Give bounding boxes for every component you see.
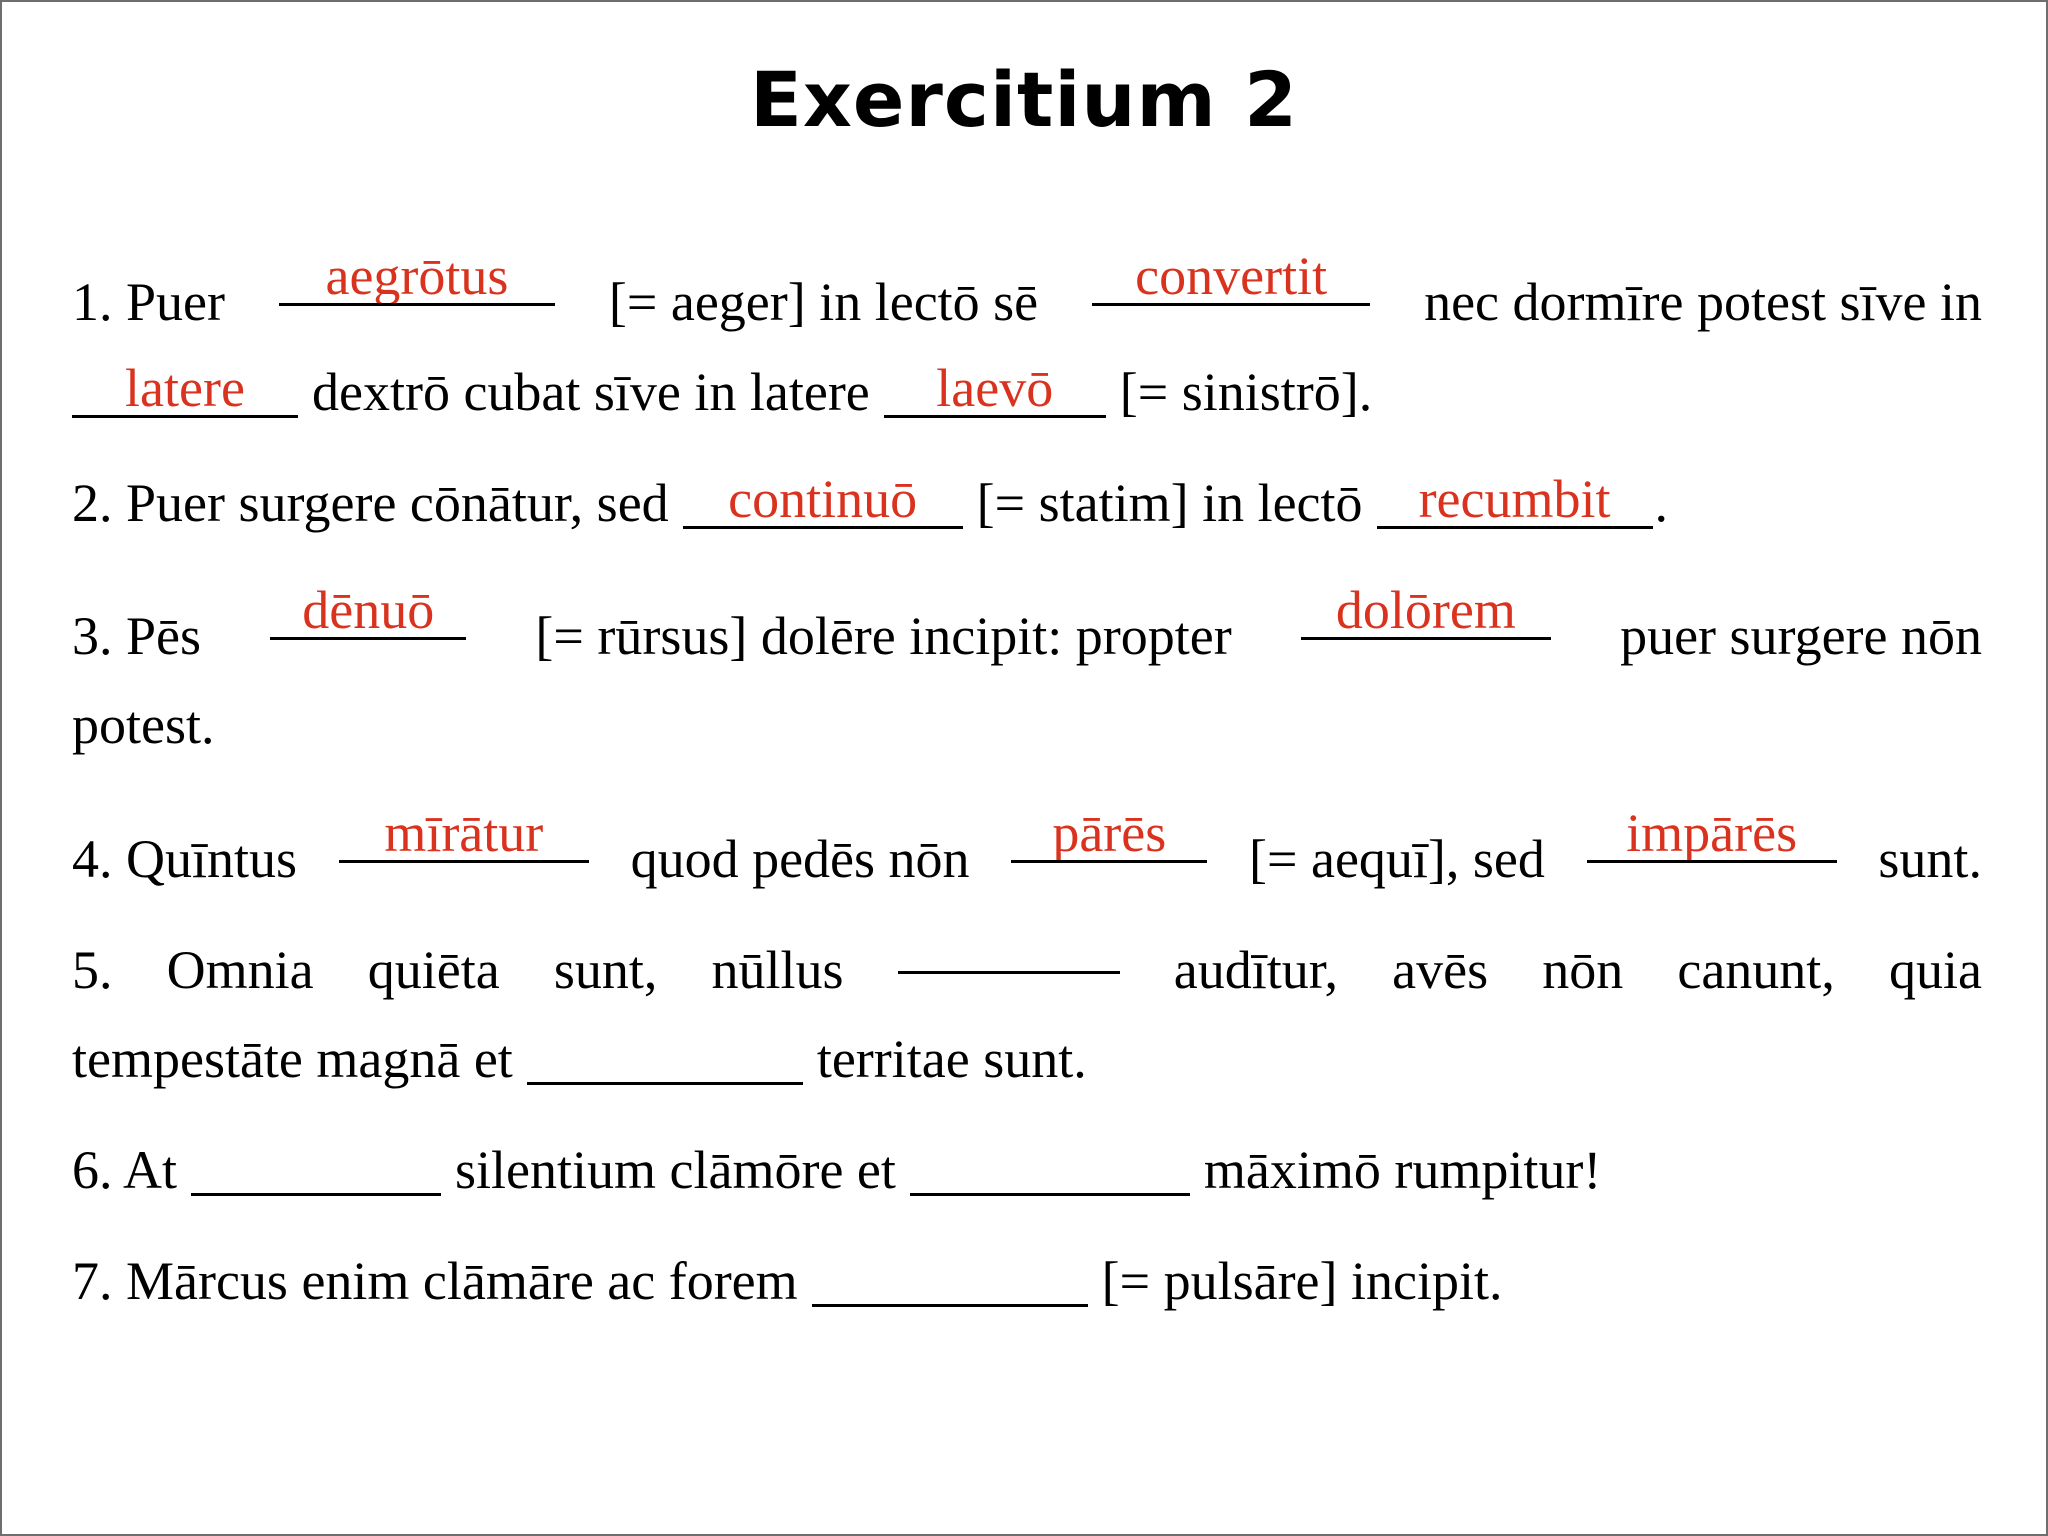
text-segment: 7. Mārcus enim clāmāre ac forem [72,1251,798,1311]
exercise-title: Exercitium 2 [749,55,1299,144]
text-segment: audītur, [1173,940,1339,1000]
text-segment: canunt, [1677,940,1835,1000]
answer-blank[interactable] [683,463,963,543]
answer-blank[interactable] [527,1019,803,1099]
text-segment: avēs [1392,940,1489,1000]
answer-text: latere [72,358,298,418]
exercise-line-1b [72,352,1982,432]
text-segment: 3. Pēs [72,606,202,666]
answer-text: aegrōtus [279,246,555,306]
answer-blank[interactable] [898,908,1120,988]
exercise-line-5b [72,1019,1982,1099]
text-segment: 5. [72,940,113,1000]
text-segment: territae sunt. [816,1029,1087,1089]
text-segment: quia [1888,940,1982,1000]
text-segment: sunt. [1878,829,1982,889]
answer-blank[interactable] [72,352,298,432]
exercise-line-6 [72,1130,1982,1210]
answer-blank[interactable] [1377,463,1653,543]
answer-text: dolōrem [1301,580,1551,640]
text-segment: 6. At [72,1140,178,1200]
text-segment: [= aequī], sed [1249,829,1545,889]
answer-text: continuō [683,469,963,529]
answer-blank[interactable] [191,1130,441,1210]
text-segment: Omnia [166,940,314,1000]
text-segment: dextrō cubat sīve in latere [312,362,870,422]
answer-blank[interactable] [1301,574,1551,654]
text-segment: [= pulsāre] incipit. [1101,1251,1503,1311]
text-segment: sunt, [553,940,658,1000]
text-segment: nōn [1542,940,1624,1000]
text-segment: [= sinistrō]. [1119,362,1373,422]
text-segment: [= aeger] in lectō sē [608,272,1039,332]
answer-blank[interactable] [279,240,555,320]
text-segment: quiēta [367,940,500,1000]
text-segment: silentium clāmōre et [455,1140,896,1200]
exercise-line-5a [72,908,1982,1000]
exercise-line-3b [72,685,1982,765]
answer-text: recumbit [1377,469,1653,529]
answer-text: pārēs [1011,803,1207,863]
text-segment: māximō rumpitur! [1203,1140,1602,1200]
text-segment: 1. Puer [72,272,225,332]
answer-blank[interactable] [270,574,466,654]
text-segment: [= statim] in lectō [976,473,1363,533]
answer-text: dēnuō [270,580,466,640]
answer-blank[interactable] [339,797,589,877]
text-segment: nūllus [711,940,844,1000]
answer-blank[interactable] [1587,797,1837,877]
text-segment: quod pedēs nōn [630,829,970,889]
answer-text: convertit [1092,246,1370,306]
answer-blank[interactable] [910,1130,1190,1210]
text-segment: . [1654,473,1669,533]
answer-blank[interactable] [1011,797,1207,877]
text-segment: potest. [72,695,215,755]
text-segment: nec dormīre potest sīve in [1424,272,1982,332]
answer-text: mīrātur [339,803,589,863]
exercise-line-3a [72,574,1982,666]
answer-blank[interactable] [812,1241,1088,1321]
text-segment: [= rūrsus] dolēre incipit: propter [535,606,1232,666]
text-segment: tempestāte magnā et [72,1029,513,1089]
answer-text: impārēs [1587,803,1837,863]
answer-text: laevō [884,358,1106,418]
exercise-line-4 [72,797,1982,889]
text-segment: 4. Quīntus [72,829,298,889]
answer-blank[interactable] [884,352,1106,432]
exercise-line-7 [72,1241,1982,1321]
text-segment: 2. Puer surgere cōnātur, sed [72,473,669,533]
answer-blank[interactable] [1092,240,1370,320]
exercise-line-1a [72,240,1982,332]
text-segment: puer surgere nōn [1620,606,1982,666]
exercise-line-2 [72,463,1982,543]
